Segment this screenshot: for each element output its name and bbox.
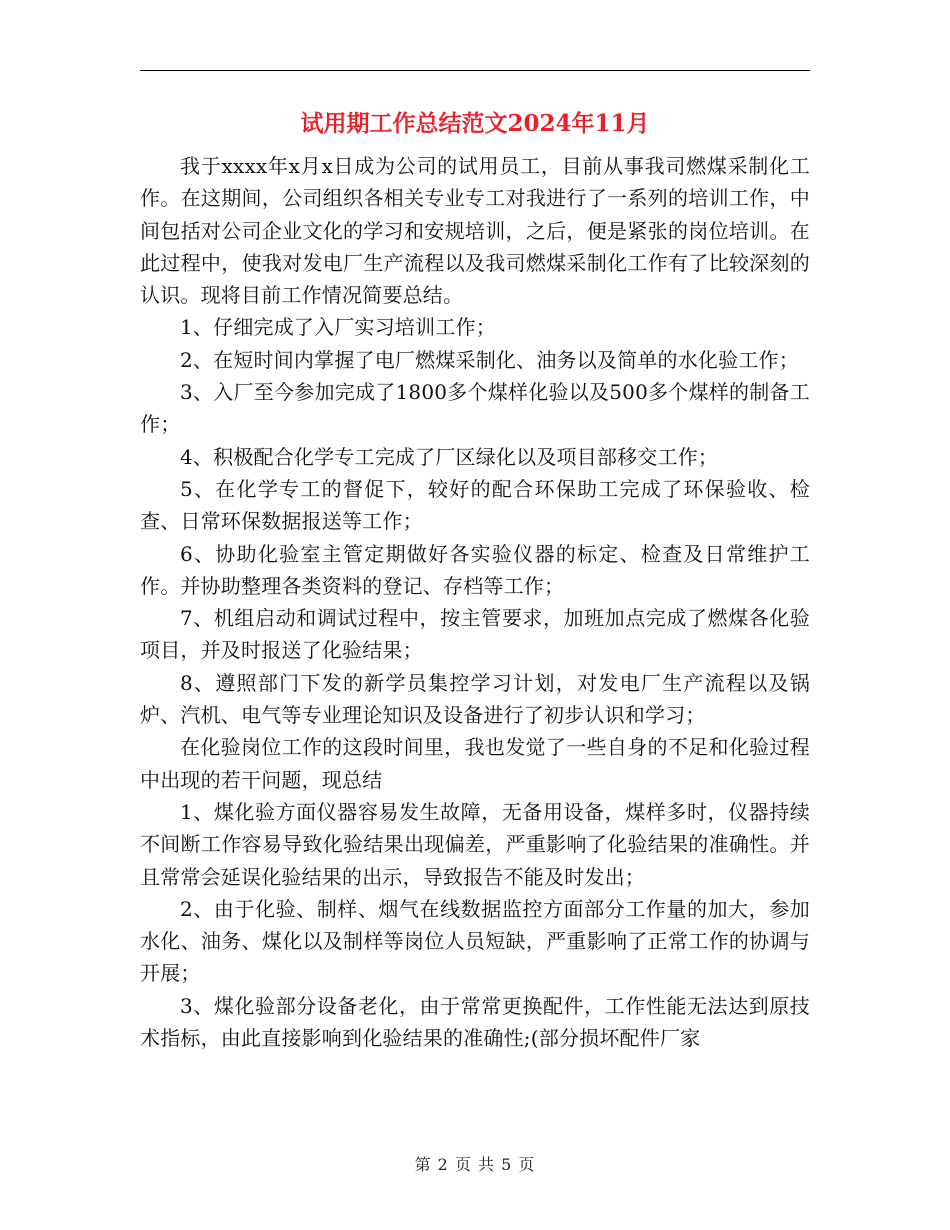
header-rule xyxy=(140,70,810,71)
paragraph-item-8: 8、遵照部门下发的新学员集控学习计划，对发电厂生产流程以及锅炉、汽机、电气等专业理论知识及设备进行了初步认识和学习； xyxy=(140,670,810,728)
paragraph-item-3: 3、入厂至今参加完成了1800多个煤样化验以及500多个煤样的制备工作； xyxy=(140,380,810,437)
paragraph-problem-3: 3、煤化验部分设备老化，由于常常更换配件，工作性能无法达到原技术指标，由此直接影响到化验结果的准确性;(部分损坏配件厂家 xyxy=(140,993,810,1051)
paragraph-problems-intro: 在化验岗位工作的这段时间里，我也发觉了一些自身的不足和化验过程中出现的若干问题，现总结 xyxy=(140,735,810,792)
paragraph-problem-2: 2、由于化验、制样、烟气在线数据监控方面部分工作量的加大，参加水化、油务、煤化以及制样等岗位人员短缺，严重影响了正常工作的协调与开展； xyxy=(140,896,810,986)
paragraph-item-2: 2、在短时间内掌握了电厂燃煤采制化、油务以及简单的水化验工作； xyxy=(180,347,799,372)
paragraph-intro: 我于xxxx年x月x日成为公司的试用员工，目前从事我司燃煤采制化工作。在这期间，公司组织各相关专业专工对我进行了一系列的培训工作，中间包括对公司企业文化的学习和安规培训，之后，便是紧张的岗位培训。在此过程中，使我对发电厂生产流程以及我司燃煤采制化工作有了比较深刻的认识。现将目前工作情况简要总结。 xyxy=(140,154,810,308)
paragraph-problem-1: 1、煤化验方面仪器容易发生故障，无备用设备，煤样多时，仪器持续不间断工作容易导致化验结果出现偏差，严重影响了化验结果的准确性。并且常常会延误化验结果的出示，导致报告不能及时发出； xyxy=(140,799,810,889)
page-number: 第 2 页 共 5 页 xyxy=(414,1155,536,1174)
paragraph-item-5: 5、在化学专工的督促下，较好的配合环保助工完成了环保验收、检查、日常环保数据报送等工作； xyxy=(140,476,810,534)
paragraph-item-6: 6、协助化验室主管定期做好各实验仪器的标定、检查及日常维护工作。并协助整理各类资料的登记、存档等工作； xyxy=(140,541,810,598)
paragraph-item-7: 7、机组启动和调试过程中，按主管要求，加班加点完成了燃煤各化验项目，并及时报送了化验结果； xyxy=(140,606,810,663)
document-title: 试用期工作总结范文2024年11月 xyxy=(300,110,650,137)
document-body xyxy=(140,150,810,1054)
paragraph-item-4: 4、积极配合化学专工完成了厂区绿化以及项目部移交工作； xyxy=(180,444,719,469)
paragraph-item-1: 1、仔细完成了入厂实习培训工作； xyxy=(180,315,496,340)
